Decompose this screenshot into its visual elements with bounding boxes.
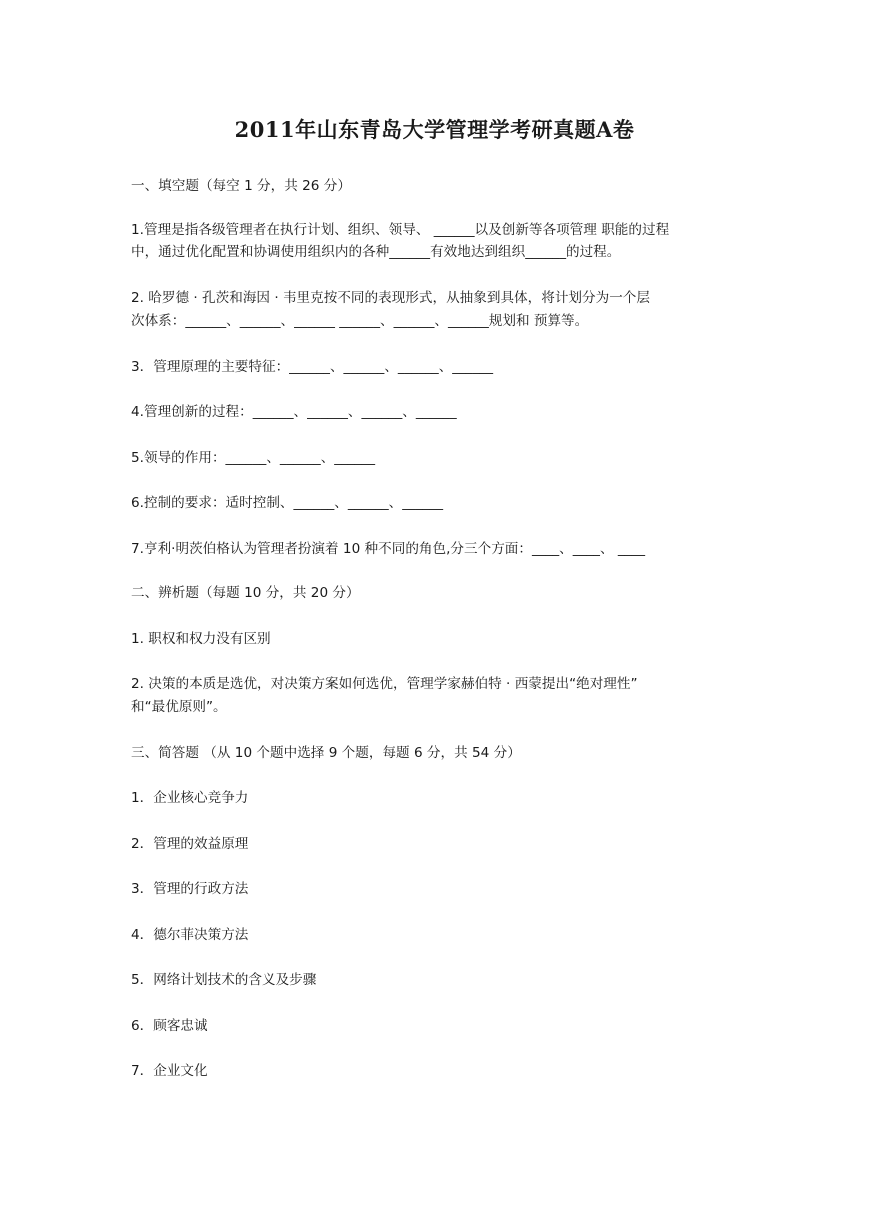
question-3-1: 1．企业核心竞争力 (131, 790, 249, 806)
document-title: 2011年山东青岛大学管理学考研真题A卷 (234, 117, 635, 142)
question-2-2-line-2: 和“最优原则”。 (131, 699, 227, 715)
question-1-7: 7.亨利·明茨伯格认为管理者扮演着 10 种不同的角色,分三个方面：____、____、 ____ (131, 541, 646, 557)
question-1-1-line-2: 中，通过优化配置和协调使用组织内的各种______有效地达到组织______的过程。 (131, 244, 621, 260)
section-2-heading: 二、辨析题（每题 10 分，共 20 分） (131, 585, 360, 601)
question-2-2-line-1: 2. 决策的本质是选优，对决策方案如何选优，管理学家赫伯特 · 西蒙提出“绝对理性” (131, 676, 638, 692)
question-3-2: 2．管理的效益原理 (131, 836, 249, 852)
question-1-5: 5.领导的作用：______、______、______ (131, 450, 376, 466)
question-1-2-line-2: 次体系：______、______、______ ______、______、______规划和 预算等。 (131, 313, 589, 329)
section-1-heading: 一、填空题（每空 1 分，共 26 分） (131, 178, 351, 194)
question-1-6: 6.控制的要求：适时控制、______、______、______ (131, 495, 444, 511)
question-1-1-line-1: 1.管理是指各级管理者在执行计划、组织、领导、 ______以及创新等各项管理 职能的过程 (131, 222, 670, 238)
section-3-heading: 三、简答题 （从 10 个题中选择 9 个题，每题 6 分，共 54 分） (131, 745, 521, 761)
question-2-1: 1. 职权和权力没有区别 (131, 631, 271, 647)
question-3-6: 6．顾客忠诚 (131, 1018, 208, 1034)
question-3-3: 3．管理的行政方法 (131, 881, 249, 897)
question-3-5: 5．网络计划技术的含义及步骤 (131, 972, 317, 988)
question-1-4: 4.管理创新的过程：______、______、______、______ (131, 404, 457, 420)
question-3-7: 7．企业文化 (131, 1063, 208, 1079)
question-1-3: 3．管理原理的主要特征：______、______、______、______ (131, 359, 494, 375)
question-1-2-line-1: 2. 哈罗德 · 孔茨和海因 · 韦里克按不同的表现形式，从抽象到具体，将计划分为一个层 (131, 290, 650, 306)
question-3-4: 4．德尔菲决策方法 (131, 927, 249, 943)
